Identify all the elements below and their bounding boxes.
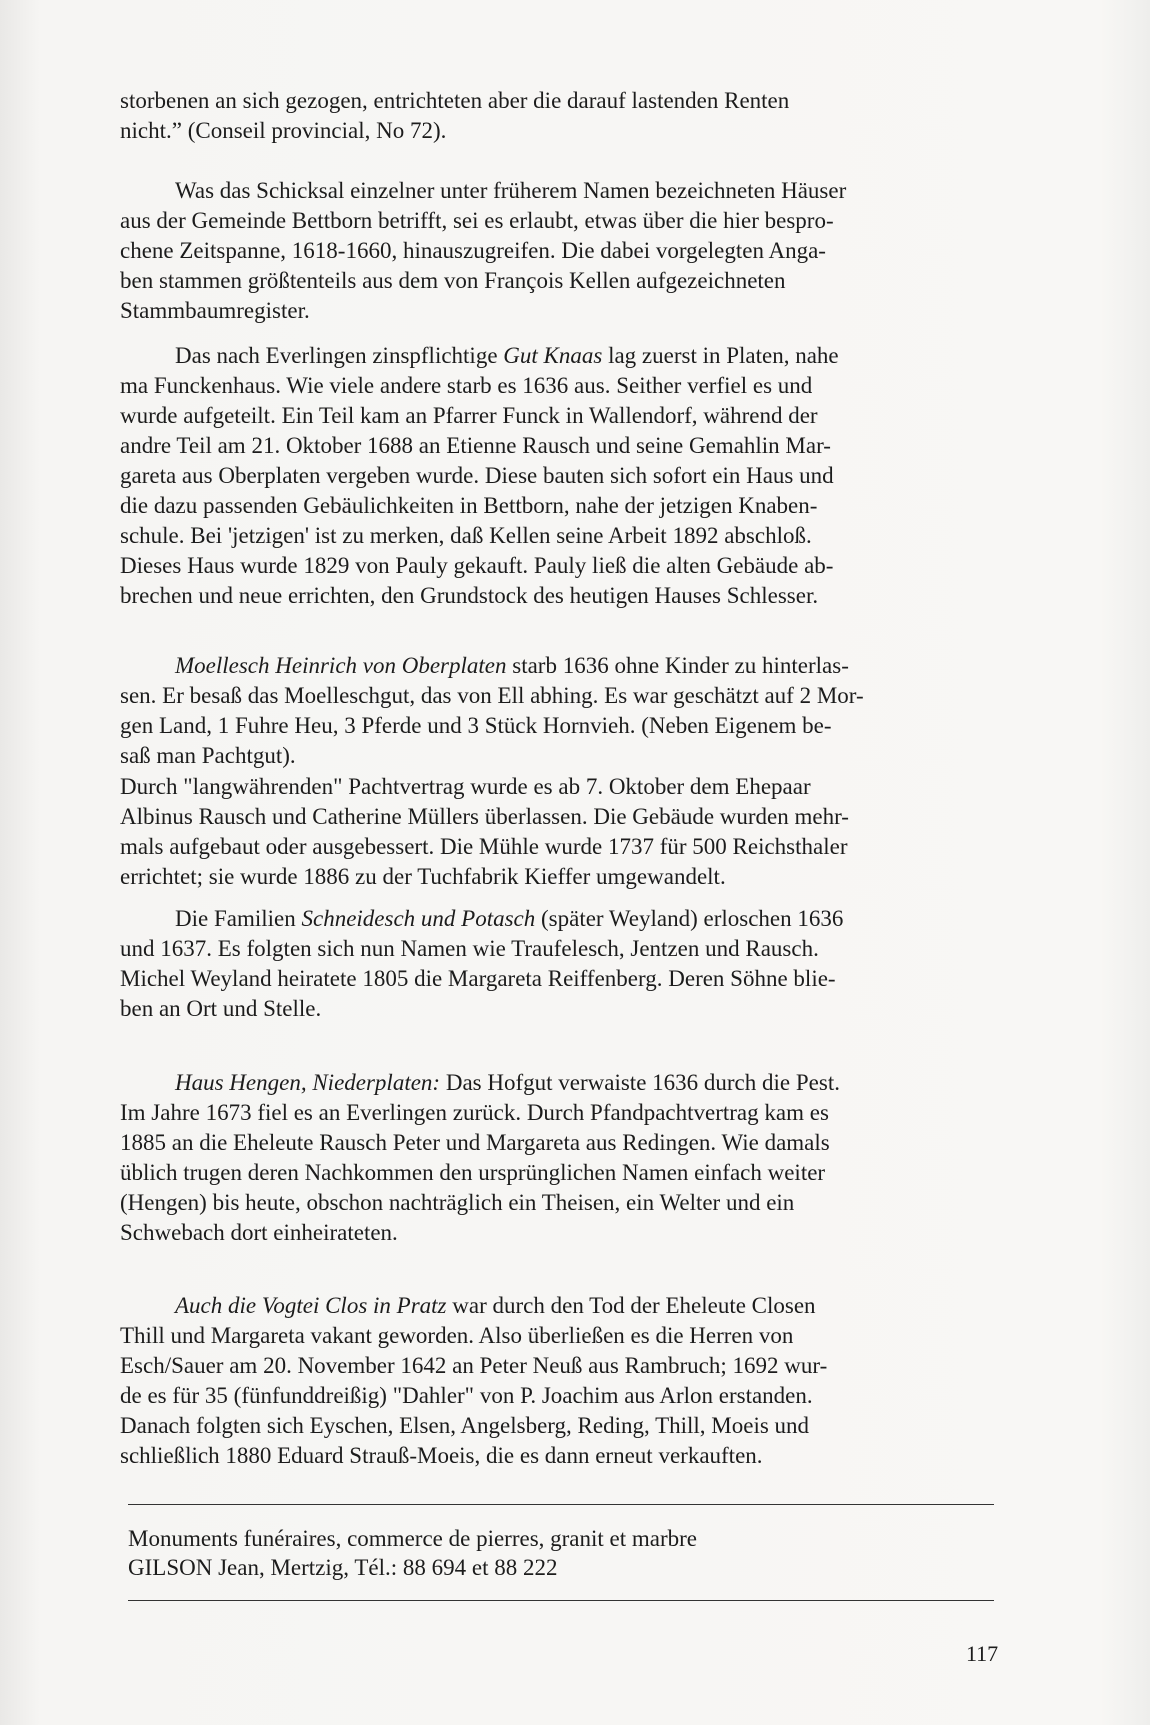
text-line: die dazu passenden Gebäulichkeiten in Bettborn, nahe der jetzigen Knaben- [120,493,818,518]
text-line: aus der Gemeinde Bettborn betrifft, sei es erlaubt, etwas über die hier bespro- [120,208,834,233]
text-line: ben stammen größtenteils aus dem von François Kellen aufgezeichneten [120,268,786,293]
text-line: üblich trugen deren Nachkommen den ursprünglichen Namen einfach weiter [120,1160,826,1185]
paragraph-8 [120,1291,992,1471]
paragraph-5 [120,772,992,892]
text-line [120,1291,992,1321]
text-line: andre Teil am 21. Oktober 1688 an Etienne Rausch und seine Gemahlin Mar- [120,433,831,458]
italic-name: Haus Hengen, Niederplaten: [175,1070,441,1095]
italic-name: Gut Knaas [503,343,603,368]
text-line [120,651,992,681]
paragraph-1 [120,86,992,146]
text-run: lag zuerst in Platen, nahe [602,343,839,368]
text-line: Im Jahre 1673 fiel es an Everlingen zurück. Durch Pfandpachtvertrag kam es [120,1100,829,1125]
paragraph-6 [120,904,992,1024]
text-line [120,341,992,371]
text-line: gareta aus Oberplaten vergeben wurde. Diese bauten sich sofort ein Haus und [120,463,834,488]
text-line: chene Zeitspanne, 1618-1660, hinauszugreifen. Die dabei vorgelegten Anga- [120,238,826,263]
text-line: (Hengen) bis heute, obschon nachträglich ein Theisen, ein Welter und ein [120,1190,795,1215]
paragraph-7 [120,1068,992,1248]
page-number: 117 [966,1641,999,1666]
italic-name: Moellesch Heinrich von Oberplaten [175,653,507,678]
text-run: starb 1636 ohne Kinder zu hinterlas- [506,653,849,678]
text-line: errichtet; sie wurde 1886 zu der Tuchfabrik Kieffer umgewandelt. [120,864,726,889]
ad-line-2: GILSON Jean, Mertzig, Tél.: 88 694 et 88 222 [128,1555,558,1580]
text-line [120,1068,992,1098]
text-line: gen Land, 1 Fuhre Heu, 3 Pferde und 3 Stück Hornvieh. (Neben Eigenem be- [120,713,832,738]
text-line: Esch/Sauer am 20. November 1642 an Peter Neuß aus Rambruch; 1692 wur- [120,1353,828,1378]
text-line: nicht.” (Conseil provincial, No 72). [120,118,447,143]
paragraph-4 [120,651,992,771]
text-line: Durch "langwährenden" Pachtvertrag wurde es ab 7. Oktober dem Ehepaar [120,774,811,799]
text-line: Danach folgten sich Eyschen, Elsen, Angelsberg, Reding, Thill, Moeis und [120,1413,810,1438]
text-line: 1885 an die Eheleute Rausch Peter und Margareta aus Redingen. Wie damals [120,1130,830,1155]
italic-name: Schneidesch und Potasch [301,906,536,931]
text-line: Was das Schicksal einzelner unter früherem Namen bezeichneten Häuser [175,178,847,203]
text-line: Michel Weyland heiratete 1805 die Margareta Reiffenberg. Deren Söhne blie- [120,966,836,991]
text-line: wurde aufgeteilt. Ein Teil kam an Pfarrer Funck in Wallendorf, während der [120,403,818,428]
advertisement [128,1524,994,1582]
paragraph-2 [120,176,992,326]
text-run: (später Weyland) erloschen 1636 [535,906,844,931]
text-line: Stammbaumregister. [120,298,310,323]
text-run: Das nach Everlingen zinspflichtige [175,343,504,368]
text-run: Die Familien [175,906,302,931]
text-line: Thill und Margareta vakant geworden. Also überließen es die Herren von [120,1323,794,1348]
text-line: brechen und neue errichten, den Grundstock des heutigen Hauses Schlesser. [120,583,819,608]
text-run: war durch den Tod der Eheleute Closen [446,1293,816,1318]
paragraph-3 [120,341,992,611]
ad-bottom-rule [128,1600,994,1601]
text-line: schule. Bei 'jetzigen' ist zu merken, daß Kellen seine Arbeit 1892 abschloß. [120,523,812,548]
text-line: Dieses Haus wurde 1829 von Pauly gekauft. Pauly ließ die alten Gebäude ab- [120,553,834,578]
text-line: und 1637. Es folgten sich nun Namen wie Traufelesch, Jentzen und Rausch. [120,936,819,961]
text-line: storbenen an sich gezogen, entrichteten aber die darauf lastenden Renten [120,88,790,113]
text-line: de es für 35 (fünfunddreißig) "Dahler" von P. Joachim aus Arlon erstanden. [120,1383,813,1408]
text-line: Schwebach dort einheirateten. [120,1220,398,1245]
text-line: Albinus Rausch und Catherine Müllers überlassen. Die Gebäude wurden mehr- [120,804,849,829]
ad-top-rule [128,1504,994,1505]
text-line [120,904,992,934]
italic-name: Auch die Vogtei Clos in Pratz [175,1293,447,1318]
text-line: ma Funckenhaus. Wie viele andere starb es 1636 aus. Seither verfiel es und [120,373,813,398]
text-line: schließlich 1880 Eduard Strauß-Moeis, die es dann erneut verkauften. [120,1443,763,1468]
text-line: ben an Ort und Stelle. [120,996,322,1021]
text-line: sen. Er besaß das Moelleschgut, das von Ell abhing. Es war geschätzt auf 2 Mor- [120,683,864,708]
text-line: mals aufgebaut oder ausgebessert. Die Mühle wurde 1737 für 500 Reichsthaler [120,834,848,859]
ad-line-1: Monuments funéraires, commerce de pierres, granit et marbre [128,1526,698,1551]
text-run: Das Hofgut verwaiste 1636 durch die Pest. [440,1070,840,1095]
text-line: saß man Pachtgut). [120,743,296,768]
